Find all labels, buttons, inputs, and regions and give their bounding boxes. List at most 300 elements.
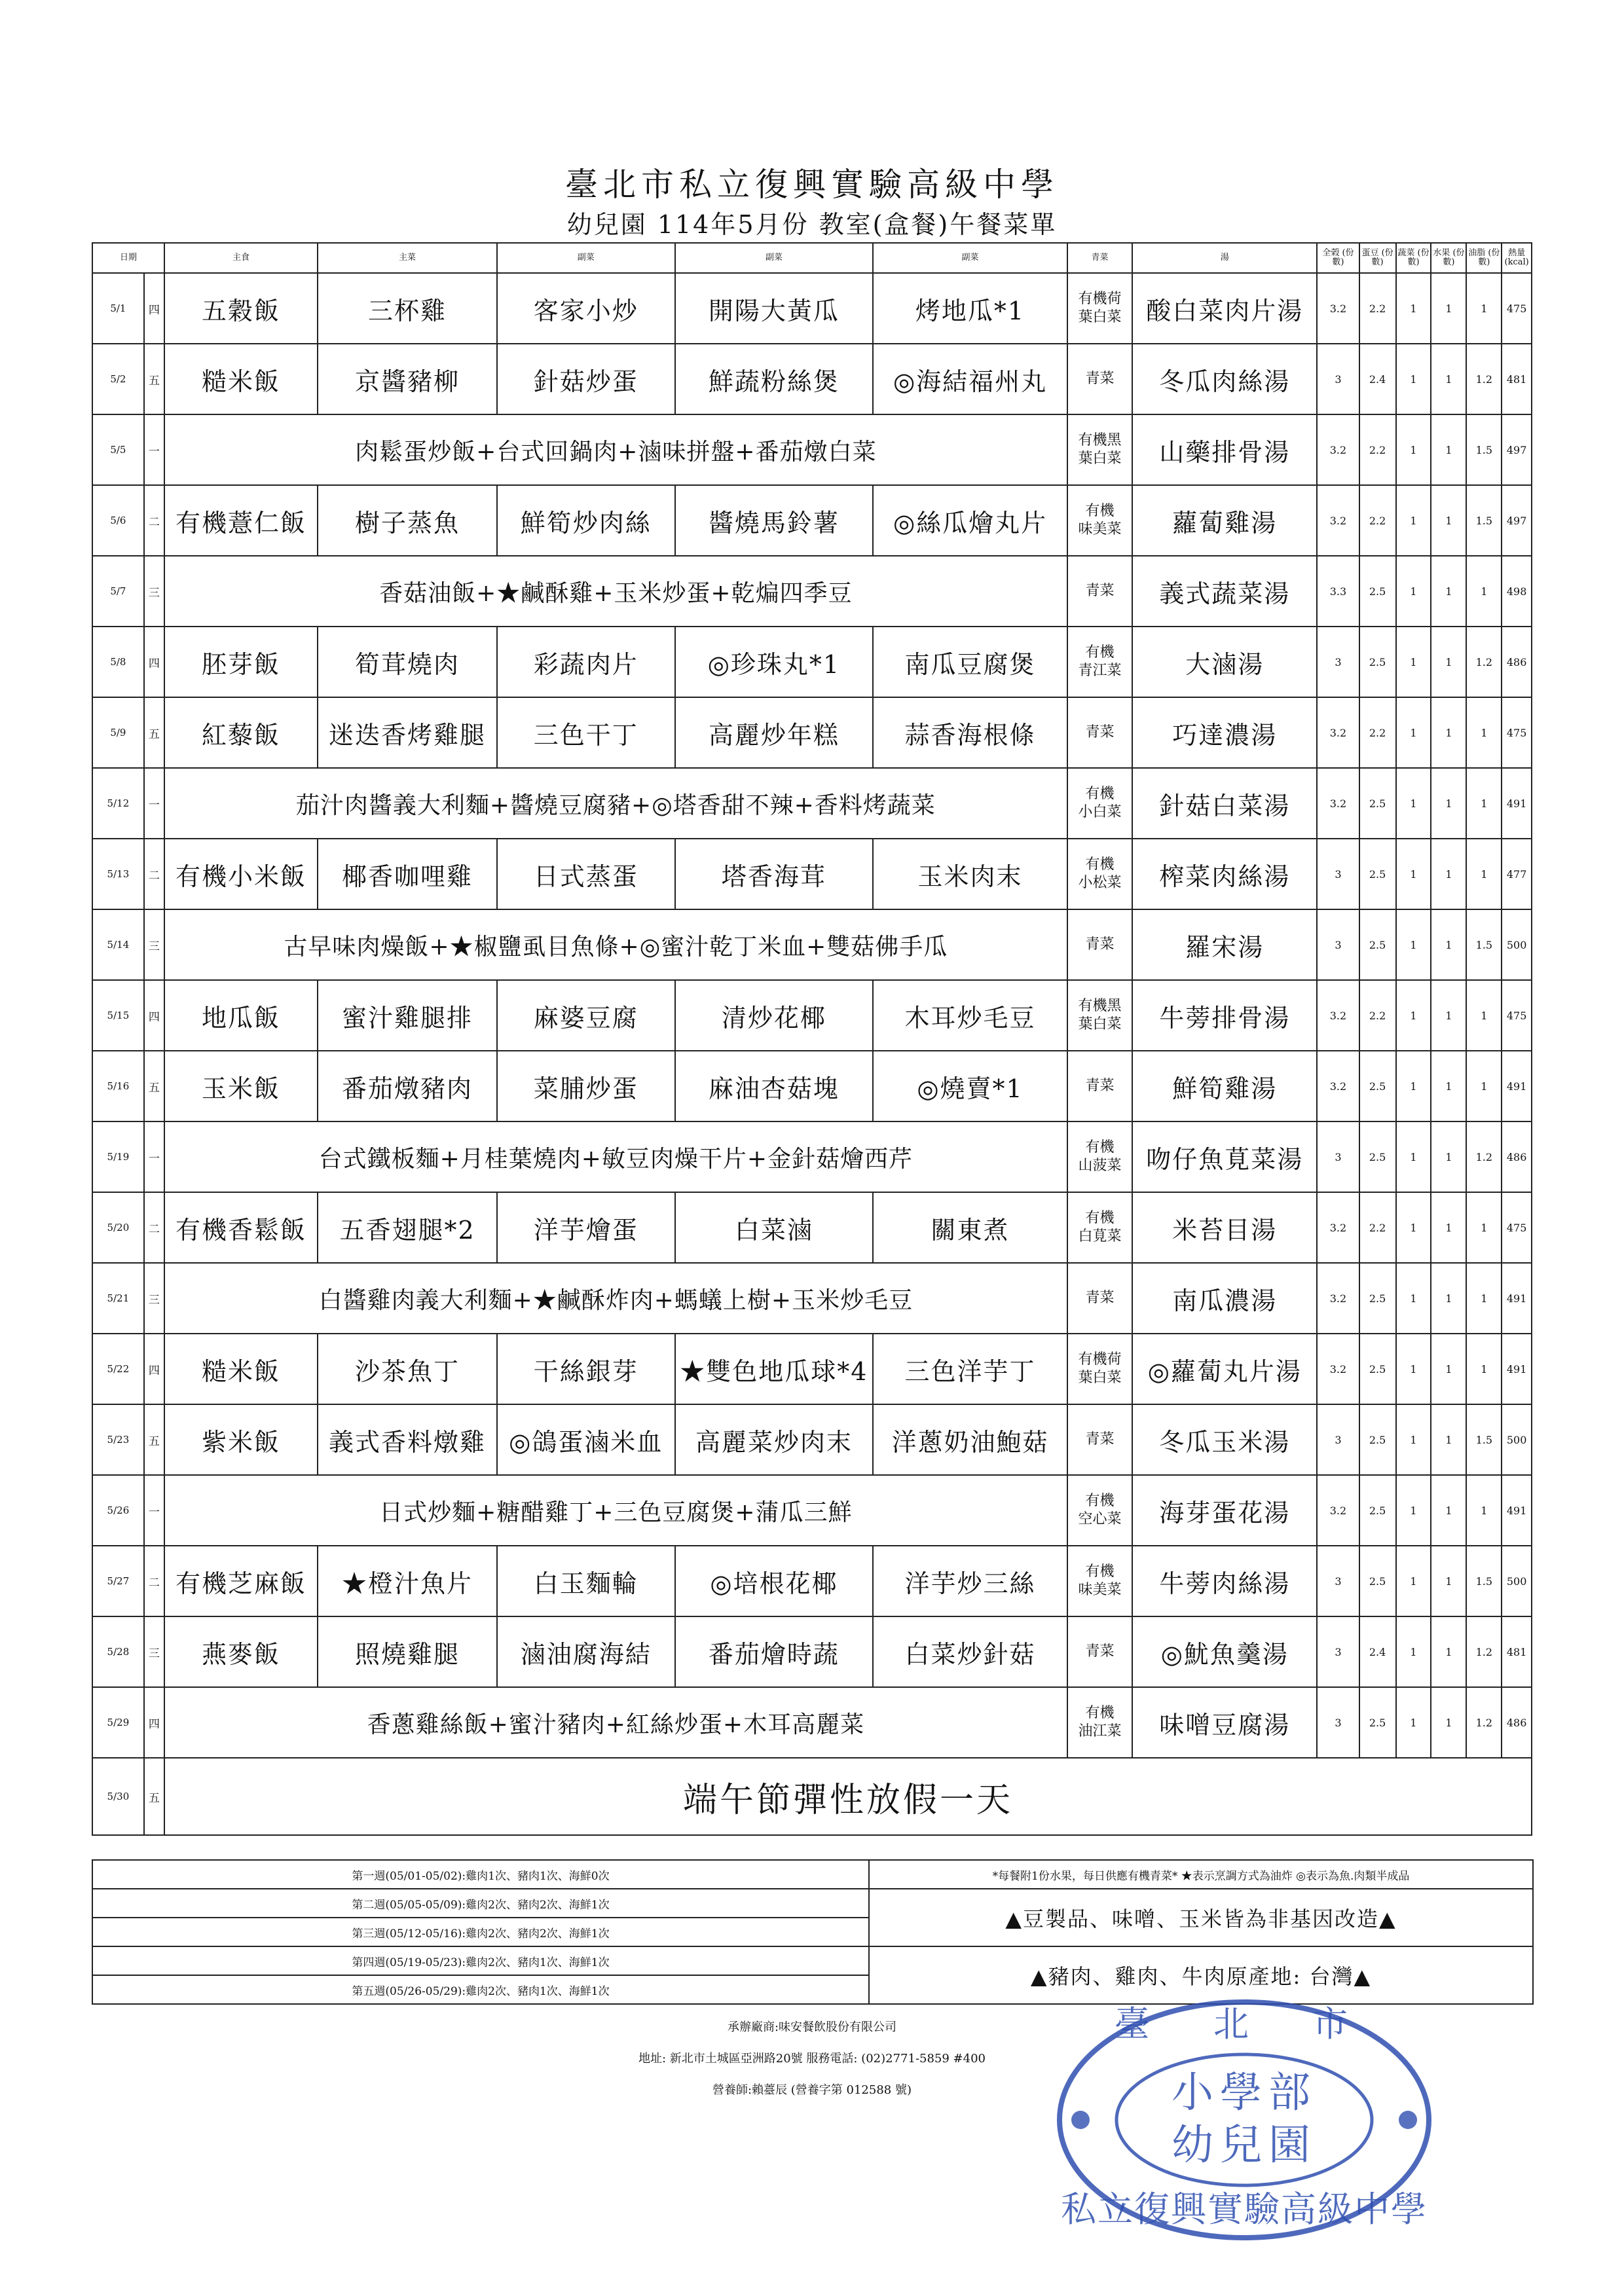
protein-portion-cell: 2.2	[1359, 485, 1396, 556]
side-dish-2-cell: ◎培根花椰	[675, 1546, 874, 1616]
grain-portion-cell: 3.2	[1317, 414, 1359, 485]
date-cell: 5/14	[92, 909, 144, 980]
combo-meal-cell: 台式鐵板麵+月桂葉燒肉+敏豆肉燥干片+金針菇燴西芹	[164, 1121, 1067, 1192]
weekday-cell: 三	[144, 556, 164, 627]
col-staple: 主食	[164, 243, 318, 273]
oil-portion-cell: 1.2	[1466, 627, 1502, 697]
vegetable-cell: 青菜	[1067, 556, 1133, 627]
fruit-portion-cell: 1	[1431, 1192, 1466, 1263]
side-dish-1-cell: 菜脯炒蛋	[497, 1051, 675, 1121]
oil-portion-cell: 1	[1466, 980, 1502, 1051]
side-dish-1-cell: 滷油腐海結	[497, 1616, 675, 1687]
menu-row	[92, 909, 1532, 980]
protein-portion-cell: 2.5	[1359, 909, 1396, 980]
fruit-portion-cell: 1	[1431, 1121, 1466, 1192]
grain-portion-cell: 3	[1317, 1687, 1359, 1758]
date-cell: 5/13	[92, 839, 144, 909]
main-dish-cell: 三杯雞	[318, 273, 497, 344]
menu-row	[92, 1051, 1532, 1121]
date-cell: 5/9	[92, 697, 144, 768]
side-dish-3-cell: 烤地瓜*1	[873, 273, 1067, 344]
protein-portion-cell: 2.5	[1359, 1475, 1396, 1546]
vegetable-cell: 有機 味美菜	[1067, 485, 1133, 556]
soup-cell: 蘿蔔雞湯	[1132, 485, 1317, 556]
fruit-portion-cell: 1	[1431, 556, 1466, 627]
stamp-top-text: 臺 北 市	[1114, 2003, 1375, 2045]
weekday-cell: 二	[144, 1546, 164, 1616]
date-cell: 5/1	[92, 273, 144, 344]
grain-portion-cell: 3.2	[1317, 1334, 1359, 1404]
combo-meal-cell: 古早味肉燥飯+★椒鹽虱目魚條+◎蜜汁乾丁米血+雙菇佛手瓜	[164, 909, 1067, 980]
weekday-cell: 二	[144, 839, 164, 909]
weekday-cell: 一	[144, 1121, 164, 1192]
protein-portion-cell: 2.5	[1359, 1263, 1396, 1334]
weekday-cell: 一	[144, 768, 164, 839]
gmo-note: ▲豆製品、味噌、玉米皆為非基因改造▲	[869, 1889, 1533, 1946]
side-dish-1-cell: ◎鴿蛋滷米血	[497, 1404, 675, 1475]
menu-row	[92, 1616, 1532, 1687]
weekday-cell: 三	[144, 1263, 164, 1334]
origin-note: ▲豬肉、雞肉、牛肉原產地: 台灣▲	[869, 1946, 1533, 2004]
side-dish-2-cell: ★雙色地瓜球*4	[675, 1334, 874, 1404]
soup-cell: 羅宋湯	[1132, 909, 1317, 980]
staple-cell: 燕麥飯	[164, 1616, 318, 1687]
kcal-cell: 475	[1502, 980, 1532, 1051]
side-dish-3-cell: 三色洋芋丁	[873, 1334, 1067, 1404]
grain-portion-cell: 3.2	[1317, 1475, 1359, 1546]
vegetable-cell: 有機 味美菜	[1067, 1546, 1133, 1616]
fruit-portion-cell: 1	[1431, 1475, 1466, 1546]
col-main: 主菜	[318, 243, 497, 273]
staple-cell: 地瓜飯	[164, 980, 318, 1051]
grain-portion-cell: 3.2	[1317, 768, 1359, 839]
protein-portion-cell: 2.5	[1359, 1334, 1396, 1404]
vegetable-cell: 有機 空心菜	[1067, 1475, 1133, 1546]
fruit-portion-cell: 1	[1431, 697, 1466, 768]
main-dish-cell: 五香翅腿*2	[318, 1192, 497, 1263]
vegetable-cell: 有機 白莧菜	[1067, 1192, 1133, 1263]
oil-portion-cell: 1.5	[1466, 909, 1502, 980]
col-veg: 青菜	[1067, 243, 1133, 273]
fruit-portion-cell: 1	[1431, 1546, 1466, 1616]
vegetable-portion-cell: 1	[1396, 697, 1431, 768]
menu-row	[92, 1192, 1532, 1263]
combo-meal-cell: 香蔥雞絲飯+蜜汁豬肉+紅絲炒蛋+木耳高麗菜	[164, 1687, 1067, 1758]
school-seal-stamp	[1054, 1995, 1434, 2244]
date-cell: 5/21	[92, 1263, 144, 1334]
menu-row	[92, 344, 1532, 414]
weekday-cell: 五	[144, 344, 164, 414]
fruit-portion-cell: 1	[1431, 1263, 1466, 1334]
soup-cell: 冬瓜玉米湯	[1132, 1404, 1317, 1475]
side-dish-1-cell: 客家小炒	[497, 273, 675, 344]
vendor-line: 承辦廠商:味安餐飲股份有限公司	[727, 2020, 897, 2034]
vegetable-cell: 青菜	[1067, 1616, 1133, 1687]
fruit-portion-cell: 1	[1431, 627, 1466, 697]
protein-portion-cell: 2.2	[1359, 980, 1396, 1051]
protein-portion-cell: 2.5	[1359, 1404, 1396, 1475]
oil-portion-cell: 1	[1466, 839, 1502, 909]
fruit-portion-cell: 1	[1431, 1051, 1466, 1121]
grain-portion-cell: 3.2	[1317, 980, 1359, 1051]
menu-row	[92, 414, 1532, 485]
menu-row	[92, 1334, 1532, 1404]
soup-cell: 米苔目湯	[1132, 1192, 1317, 1263]
vegetable-cell: 有機荷 葉白菜	[1067, 1334, 1133, 1404]
grain-portion-cell: 3	[1317, 1546, 1359, 1616]
combo-meal-cell: 香菇油飯+★鹹酥雞+玉米炒蛋+乾煸四季豆	[164, 556, 1067, 627]
kcal-cell: 491	[1502, 1263, 1532, 1334]
oil-portion-cell: 1.5	[1466, 1404, 1502, 1475]
week-summary-1: 第一週(05/01-05/02):雞肉1次、豬肉1次、海鮮0次	[92, 1860, 869, 1889]
oil-portion-cell: 1	[1466, 697, 1502, 768]
fruit-portion-cell: 1	[1431, 485, 1466, 556]
side-dish-2-cell: 番茄燴時蔬	[675, 1616, 874, 1687]
vegetable-portion-cell: 1	[1396, 980, 1431, 1051]
menu-row	[92, 1546, 1532, 1616]
week-summary-3: 第三週(05/12-05/16):雞肉2次、豬肉2次、海鮮1次	[92, 1918, 869, 1946]
main-dish-cell: 蜜汁雞腿排	[318, 980, 497, 1051]
fruit-portion-cell: 1	[1431, 768, 1466, 839]
vegetable-cell: 青菜	[1067, 1051, 1133, 1121]
oil-portion-cell: 1	[1466, 1051, 1502, 1121]
side-dish-2-cell: 白菜滷	[675, 1192, 874, 1263]
fruit-portion-cell: 1	[1431, 1404, 1466, 1475]
vegetable-cell: 有機 油江菜	[1067, 1687, 1133, 1758]
side-dish-3-cell: ◎燒賣*1	[873, 1051, 1067, 1121]
vegetable-portion-cell: 1	[1396, 414, 1431, 485]
menu-row	[92, 273, 1532, 344]
fruit-portion-cell: 1	[1431, 344, 1466, 414]
side-dish-1-cell: 針菇炒蛋	[497, 344, 675, 414]
side-dish-3-cell: 洋芋炒三絲	[873, 1546, 1067, 1616]
date-cell: 5/20	[92, 1192, 144, 1263]
menu-row	[92, 1404, 1532, 1475]
soup-cell: 針菇白菜湯	[1132, 768, 1317, 839]
vegetable-portion-cell: 1	[1396, 1051, 1431, 1121]
vegetable-portion-cell: 1	[1396, 1404, 1431, 1475]
protein-portion-cell: 2.2	[1359, 414, 1396, 485]
weekday-cell: 三	[144, 1616, 164, 1687]
staple-cell: 有機小米飯	[164, 839, 318, 909]
menu-row	[92, 1263, 1532, 1334]
main-dish-cell: 義式香料燉雞	[318, 1404, 497, 1475]
vegetable-cell: 青菜	[1067, 909, 1133, 980]
vegetable-cell: 青菜	[1067, 1263, 1133, 1334]
col-date: 日期	[92, 243, 164, 273]
vegetable-cell: 有機 山菠菜	[1067, 1121, 1133, 1192]
grain-portion-cell: 3.2	[1317, 1051, 1359, 1121]
weekday-cell: 四	[144, 1687, 164, 1758]
side-dish-1-cell: 干絲銀芽	[497, 1334, 675, 1404]
week-summary-5: 第五週(05/26-05/29):雞肉2次、豬肉1次、海鮮1次	[92, 1975, 869, 2004]
vegetable-portion-cell: 1	[1396, 1687, 1431, 1758]
side-dish-3-cell: ◎絲瓜燴丸片	[873, 485, 1067, 556]
side-dish-2-cell: 開陽大黃瓜	[675, 273, 874, 344]
col-side2: 副菜	[675, 243, 874, 273]
weekday-cell: 四	[144, 980, 164, 1051]
soup-cell: 吻仔魚莧菜湯	[1132, 1121, 1317, 1192]
side-dish-1-cell: 鮮筍炒肉絲	[497, 485, 675, 556]
oil-portion-cell: 1.2	[1466, 344, 1502, 414]
address-line: 地址: 新北市土城區亞洲路20號 服務電話: (02)2771-5859 #400	[638, 2052, 986, 2066]
vegetable-cell: 有機黑 葉白菜	[1067, 980, 1133, 1051]
protein-portion-cell: 2.4	[1359, 344, 1396, 414]
week-summary-4: 第四週(05/19-05/23):雞肉2次、豬肉1次、海鮮1次	[92, 1946, 869, 1975]
vegetable-portion-cell: 1	[1396, 273, 1431, 344]
main-dish-cell: 沙茶魚丁	[318, 1334, 497, 1404]
grain-portion-cell: 3	[1317, 1404, 1359, 1475]
oil-portion-cell: 1	[1466, 1475, 1502, 1546]
vegetable-portion-cell: 1	[1396, 1475, 1431, 1546]
fruit-portion-cell: 1	[1431, 414, 1466, 485]
staple-cell: 糙米飯	[164, 344, 318, 414]
date-cell: 5/28	[92, 1616, 144, 1687]
date-cell: 5/2	[92, 344, 144, 414]
oil-portion-cell: 1.5	[1466, 485, 1502, 556]
grain-portion-cell: 3.2	[1317, 1192, 1359, 1263]
col-grain: 全榖 (份數)	[1317, 243, 1359, 273]
soup-cell: 義式蔬菜湯	[1132, 556, 1317, 627]
kcal-cell: 491	[1502, 1475, 1532, 1546]
protein-portion-cell: 2.5	[1359, 1121, 1396, 1192]
vegetable-portion-cell: 1	[1396, 485, 1431, 556]
vegetable-portion-cell: 1	[1396, 768, 1431, 839]
grain-portion-cell: 3.2	[1317, 485, 1359, 556]
kcal-cell: 481	[1502, 1616, 1532, 1687]
kcal-cell: 497	[1502, 485, 1532, 556]
soup-cell: ◎魷魚羹湯	[1132, 1616, 1317, 1687]
staple-cell: 玉米飯	[164, 1051, 318, 1121]
side-dish-3-cell: ◎海結福州丸	[873, 344, 1067, 414]
side-dish-3-cell: 木耳炒毛豆	[873, 980, 1067, 1051]
side-dish-1-cell: 白玉麵輪	[497, 1546, 675, 1616]
kcal-cell: 486	[1502, 1121, 1532, 1192]
weekday-cell: 四	[144, 273, 164, 344]
date-cell: 5/30	[92, 1758, 144, 1835]
side-dish-2-cell: 醬燒馬鈴薯	[675, 485, 874, 556]
staple-cell: 胚芽飯	[164, 627, 318, 697]
vegetable-portion-cell: 1	[1396, 1192, 1431, 1263]
date-cell: 5/22	[92, 1334, 144, 1404]
soup-cell: 鮮筍雞湯	[1132, 1051, 1317, 1121]
protein-portion-cell: 2.2	[1359, 1192, 1396, 1263]
legend-note: *每餐附1份水果，每日供應有機青菜* ★表示烹調方式為油炸 ◎表示為魚.肉類半成品	[869, 1860, 1533, 1889]
weekday-cell: 一	[144, 414, 164, 485]
date-cell: 5/6	[92, 485, 144, 556]
date-cell: 5/15	[92, 980, 144, 1051]
vegetable-cell: 青菜	[1067, 1404, 1133, 1475]
soup-cell: 海芽蛋花湯	[1132, 1475, 1317, 1546]
date-cell: 5/16	[92, 1051, 144, 1121]
staple-cell: 糙米飯	[164, 1334, 318, 1404]
col-kcal: 熱量 (kcal)	[1502, 243, 1532, 273]
vegetable-cell: 青菜	[1067, 344, 1133, 414]
menu-row	[92, 485, 1532, 556]
stamp-line1: 小學部	[1172, 2069, 1317, 2117]
main-dish-cell: 番茄燉豬肉	[318, 1051, 497, 1121]
menu-table	[92, 242, 1532, 1836]
vegetable-cell: 有機 小松菜	[1067, 839, 1133, 909]
soup-cell: 牛蒡排骨湯	[1132, 980, 1317, 1051]
weekday-cell: 四	[144, 1334, 164, 1404]
weekday-cell: 五	[144, 1404, 164, 1475]
menu-row	[92, 1687, 1532, 1758]
side-dish-1-cell: 日式蒸蛋	[497, 839, 675, 909]
main-dish-cell: 椰香咖哩雞	[318, 839, 497, 909]
soup-cell: 牛蒡肉絲湯	[1132, 1546, 1317, 1616]
side-dish-3-cell: 洋蔥奶油鮑菇	[873, 1404, 1067, 1475]
staple-cell: 紅藜飯	[164, 697, 318, 768]
side-dish-3-cell: 蒜香海根條	[873, 697, 1067, 768]
grain-portion-cell: 3	[1317, 1121, 1359, 1192]
weekday-cell: 五	[144, 697, 164, 768]
soup-cell: ◎蘿蔔丸片湯	[1132, 1334, 1317, 1404]
grain-portion-cell: 3.3	[1317, 556, 1359, 627]
protein-portion-cell: 2.2	[1359, 273, 1396, 344]
grain-portion-cell: 3.2	[1317, 273, 1359, 344]
grain-portion-cell: 3.2	[1317, 697, 1359, 768]
main-dish-cell: 京醬豬柳	[318, 344, 497, 414]
main-dish-cell: 照燒雞腿	[318, 1616, 497, 1687]
kcal-cell: 497	[1502, 414, 1532, 485]
stamp-bottom-text: 私立復興實驗高級中學	[1061, 2189, 1428, 2230]
vegetable-portion-cell: 1	[1396, 556, 1431, 627]
fruit-portion-cell: 1	[1431, 273, 1466, 344]
oil-portion-cell: 1	[1466, 1192, 1502, 1263]
menu-row	[92, 697, 1532, 768]
vegetable-portion-cell: 1	[1396, 627, 1431, 697]
menu-row	[92, 627, 1532, 697]
side-dish-1-cell: 麻婆豆腐	[497, 980, 675, 1051]
oil-portion-cell: 1	[1466, 1263, 1502, 1334]
oil-portion-cell: 1.2	[1466, 1121, 1502, 1192]
menu-subtitle: 幼兒園 114年5月份 教室(盒餐)午餐菜單	[566, 210, 1058, 239]
weekday-cell: 一	[144, 1475, 164, 1546]
kcal-cell: 477	[1502, 839, 1532, 909]
date-cell: 5/8	[92, 627, 144, 697]
date-cell: 5/5	[92, 414, 144, 485]
stamp-line2: 幼兒園	[1172, 2121, 1317, 2170]
combo-meal-cell: 茄汁肉醬義大利麵+醬燒豆腐豬+◎塔香甜不辣+香料烤蔬菜	[164, 768, 1067, 839]
oil-portion-cell: 1.2	[1466, 1687, 1502, 1758]
soup-cell: 冬瓜肉絲湯	[1132, 344, 1317, 414]
protein-portion-cell: 2.5	[1359, 627, 1396, 697]
oil-portion-cell: 1.5	[1466, 1546, 1502, 1616]
protein-portion-cell: 2.4	[1359, 1616, 1396, 1687]
staple-cell: 紫米飯	[164, 1404, 318, 1475]
soup-cell: 榨菜肉絲湯	[1132, 839, 1317, 909]
main-dish-cell: 樹子蒸魚	[318, 485, 497, 556]
weekday-cell: 四	[144, 627, 164, 697]
col-side3: 副菜	[873, 243, 1067, 273]
kcal-cell: 500	[1502, 909, 1532, 980]
vegetable-portion-cell: 1	[1396, 839, 1431, 909]
vegetable-cell: 有機荷 葉白菜	[1067, 273, 1133, 344]
kcal-cell: 475	[1502, 273, 1532, 344]
col-oil: 油脂 (份數)	[1466, 243, 1502, 273]
vegetable-cell: 青菜	[1067, 697, 1133, 768]
col-vegetable: 蔬菜 (份數)	[1396, 243, 1431, 273]
menu-row	[92, 839, 1532, 909]
side-dish-2-cell: 高麗炒年糕	[675, 697, 874, 768]
staple-cell: 五穀飯	[164, 273, 318, 344]
date-cell: 5/26	[92, 1475, 144, 1546]
weekday-cell: 五	[144, 1051, 164, 1121]
protein-portion-cell: 2.5	[1359, 1687, 1396, 1758]
fruit-portion-cell: 1	[1431, 980, 1466, 1051]
date-cell: 5/12	[92, 768, 144, 839]
fruit-portion-cell: 1	[1431, 1334, 1466, 1404]
date-cell: 5/27	[92, 1546, 144, 1616]
vegetable-cell: 有機 青江菜	[1067, 627, 1133, 697]
kcal-cell: 498	[1502, 556, 1532, 627]
oil-portion-cell: 1	[1466, 1334, 1502, 1404]
protein-portion-cell: 2.5	[1359, 1051, 1396, 1121]
menu-row	[92, 980, 1532, 1051]
fruit-portion-cell: 1	[1431, 1687, 1466, 1758]
main-dish-cell: ★橙汁魚片	[318, 1546, 497, 1616]
kcal-cell: 491	[1502, 768, 1532, 839]
soup-cell: 南瓜濃湯	[1132, 1263, 1317, 1334]
oil-portion-cell: 1	[1466, 273, 1502, 344]
side-dish-3-cell: 玉米肉末	[873, 839, 1067, 909]
protein-portion-cell: 2.5	[1359, 1546, 1396, 1616]
fruit-portion-cell: 1	[1431, 909, 1466, 980]
side-dish-3-cell: 關東煮	[873, 1192, 1067, 1263]
side-dish-1-cell: 洋芋燴蛋	[497, 1192, 675, 1263]
col-side1: 副菜	[497, 243, 675, 273]
side-dish-2-cell: 高麗菜炒肉末	[675, 1404, 874, 1475]
combo-meal-cell: 日式炒麵+糖醋雞丁+三色豆腐煲+蒲瓜三鮮	[164, 1475, 1067, 1546]
kcal-cell: 475	[1502, 1192, 1532, 1263]
vegetable-portion-cell: 1	[1396, 1263, 1431, 1334]
menu-row	[92, 768, 1532, 839]
weekday-cell: 五	[144, 1758, 164, 1835]
notes-table	[92, 1859, 1534, 2005]
date-cell: 5/23	[92, 1404, 144, 1475]
main-dish-cell: 迷迭香烤雞腿	[318, 697, 497, 768]
week-summary-2: 第二週(05/05-05/09):雞肉2次、豬肉2次、海鮮1次	[92, 1889, 869, 1918]
weekday-cell: 三	[144, 909, 164, 980]
vegetable-portion-cell: 1	[1396, 1121, 1431, 1192]
side-dish-1-cell: 彩蔬肉片	[497, 627, 675, 697]
oil-portion-cell: 1.5	[1466, 414, 1502, 485]
school-title: 臺北市私立復興實驗高級中學	[565, 166, 1059, 204]
holiday-row	[92, 1758, 1532, 1835]
oil-portion-cell: 1	[1466, 556, 1502, 627]
vegetable-portion-cell: 1	[1396, 1546, 1431, 1616]
date-cell: 5/19	[92, 1121, 144, 1192]
grain-portion-cell: 3	[1317, 1616, 1359, 1687]
combo-meal-cell: 白醬雞肉義大利麵+★鹹酥炸肉+螞蟻上樹+玉米炒毛豆	[164, 1263, 1067, 1334]
oil-portion-cell: 1	[1466, 768, 1502, 839]
kcal-cell: 491	[1502, 1051, 1532, 1121]
staple-cell: 有機芝麻飯	[164, 1546, 318, 1616]
soup-cell: 味噌豆腐湯	[1132, 1687, 1317, 1758]
grain-portion-cell: 3	[1317, 627, 1359, 697]
kcal-cell: 475	[1502, 697, 1532, 768]
side-dish-2-cell: 麻油杏菇塊	[675, 1051, 874, 1121]
soup-cell: 酸白菜肉片湯	[1132, 273, 1317, 344]
date-cell: 5/7	[92, 556, 144, 627]
soup-cell: 大滷湯	[1132, 627, 1317, 697]
kcal-cell: 486	[1502, 1687, 1532, 1758]
vegetable-portion-cell: 1	[1396, 909, 1431, 980]
grain-portion-cell: 3.2	[1317, 1263, 1359, 1334]
protein-portion-cell: 2.5	[1359, 839, 1396, 909]
staple-cell: 有機香鬆飯	[164, 1192, 318, 1263]
